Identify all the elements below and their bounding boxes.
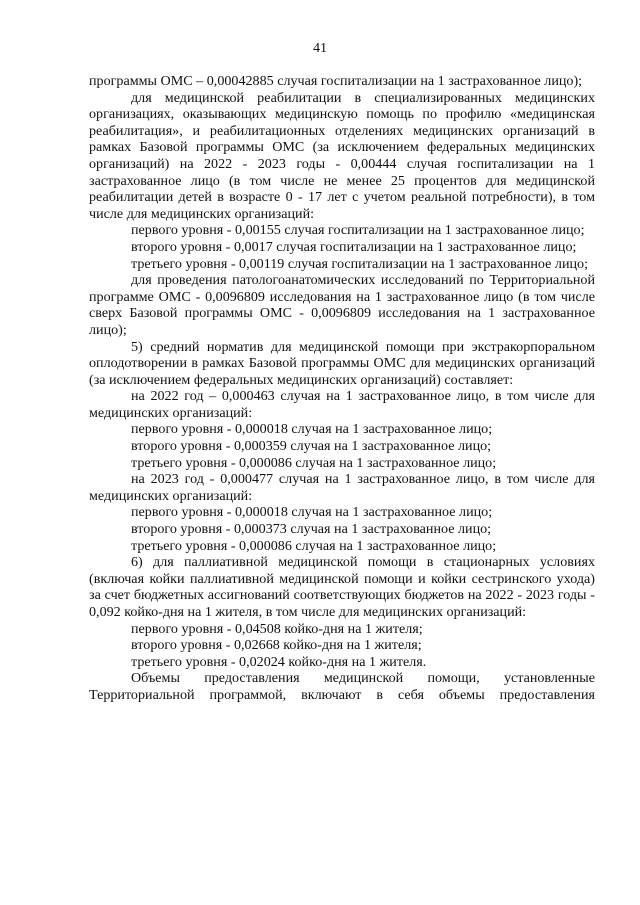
paragraph: на 2022 год – 0,000463 случая на 1 застрахованное лицо, в том числе для медицинских организаций: xyxy=(89,388,595,421)
paragraph: третьего уровня - 0,000086 случая на 1 застрахованное лицо; xyxy=(131,454,497,471)
paragraph: Объемы предоставления медицинской помощи, установленные Территориальной программой, включают в себя объемы предоставления xyxy=(89,670,595,703)
paragraph: программы ОМС – 0,00042885 случая госпитализации на 1 застрахованное лицо); xyxy=(89,73,583,89)
paragraph: третьего уровня - 0,00119 случая госпитализации на 1 застрахованное лицо; xyxy=(131,255,589,272)
paragraph: первого уровня - 0,00155 случая госпитализации на 1 застрахованное лицо; xyxy=(131,222,585,239)
page-number: 41 xyxy=(312,40,328,56)
paragraph: третьего уровня - 0,000086 случая на 1 застрахованное лицо; xyxy=(131,537,497,554)
paragraph: второго уровня - 0,000359 случая на 1 застрахованное лицо; xyxy=(131,438,492,455)
paragraph: второго уровня - 0,000373 случая на 1 застрахованное лицо; xyxy=(131,521,492,538)
paragraph: второго уровня - 0,02668 койко-дня на 1 жителя; xyxy=(131,637,422,654)
paragraph: второго уровня - 0,0017 случая госпитализации на 1 застрахованное лицо; xyxy=(131,238,577,255)
body-text xyxy=(89,73,595,704)
paragraph: на 2023 год - 0,000477 случая на 1 застрахованное лицо, в том числе для медицинских организаций: xyxy=(89,471,595,504)
paragraph: первого уровня - 0,000018 случая на 1 застрахованное лицо; xyxy=(131,421,493,438)
paragraph: первого уровня - 0,000018 случая на 1 застрахованное лицо; xyxy=(131,504,493,521)
paragraph: для проведения патологоанатомических исследований по Территориальной программе ОМС - 0,0096809 исследования на 1 застрахованное лицо (в том числе сверх Базовой программы ОМС - 0,0096809 исследования на 1 застрахованное лицо); xyxy=(89,272,595,338)
paragraph: первого уровня - 0,04508 койко-дня на 1 жителя; xyxy=(131,620,423,637)
paragraph: 6) для паллиативной медицинской помощи в стационарных условиях (включая койки паллиативной медицинской помощи и койки сестринского ухода) за счет бюджетных ассигнований соответствующих бюджетов на 2022 - 2023 годы - 0,092 койко-дня на 1 жителя, в том числе для медицинских организаций: xyxy=(89,554,595,620)
paragraph: для медицинской реабилитации в специализированных медицинских организациях, оказывающих медицинскую помощь по профилю «медицинская реабилитация», и реабилитационных отделениях медицинских организаций в рамках Базовой программы ОМС (за исключением федеральных медицинских организаций) на 2022 - 2023 годы - 0,00444 случая госпитализации на 1 застрахованное лицо (в том числе не менее 25 процентов для медицинской реабилитации детей в возрасте 0 - 17 лет с учетом реальной потребности), в том числе для медицинских организаций: xyxy=(89,89,595,222)
paragraph: 5) средний норматив для медицинской помощи при экстракорпоральном оплодотворении в рамках Базовой программы ОМС для медицинских организаций (за исключением федеральных медицинских организаций) составляет: xyxy=(89,338,595,388)
paragraph: третьего уровня - 0,02024 койко-дня на 1 жителя. xyxy=(131,653,427,670)
